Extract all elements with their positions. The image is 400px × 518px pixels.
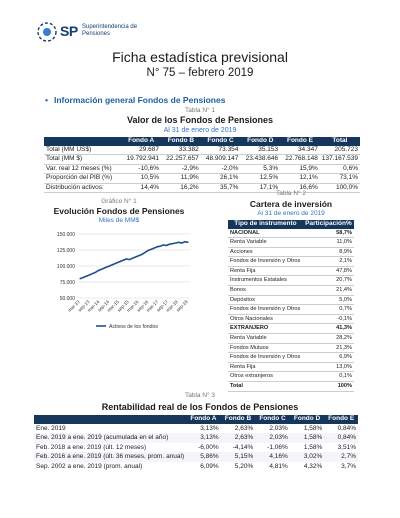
table1-title: Valor de los Fondos de Pensiones	[126, 115, 274, 125]
table1-cell: 205.723	[320, 146, 360, 155]
table2-cell: 13,0%	[303, 362, 354, 372]
table2-cell: Acciones	[228, 247, 303, 257]
table3-row	[34, 443, 358, 453]
table3-cell: 2,63%	[221, 433, 256, 443]
x-tick-label: sep-14	[96, 299, 111, 313]
data-point	[113, 263, 114, 264]
table2-cell: Instrumentos Estatales	[228, 276, 303, 286]
y-tick-label: 125.000	[56, 248, 75, 254]
table1-row	[44, 174, 360, 184]
table2-col-header: Participación%	[303, 220, 354, 229]
table2-cell: Fondos Mutuos	[228, 343, 303, 353]
table1-cell: 0,6%	[320, 164, 360, 174]
table2-row	[228, 305, 354, 315]
table1-cell: Total (MM US$)	[44, 146, 121, 155]
table1-cell: 34.347	[280, 146, 320, 155]
returns-table	[34, 415, 358, 471]
table1-cell: 73.354	[201, 146, 241, 155]
data-point	[98, 270, 99, 271]
table2-row	[228, 229, 354, 238]
table3-cell: -6,00%	[198, 443, 219, 451]
table3-cell: 0,84%	[337, 424, 356, 432]
table3-cell: 2,7%	[324, 452, 358, 462]
table2-cell: Fondos de Inversión y Otros	[228, 257, 303, 267]
data-point	[138, 255, 139, 256]
chart1-title: Evolución Fondos de Pensiones	[53, 206, 185, 216]
chart1-subtitle: Miles de MM$	[98, 217, 140, 224]
data-point	[120, 261, 121, 262]
x-tick-label: sep-18	[175, 299, 189, 313]
table2-row	[228, 247, 354, 257]
table1-cell: 12,5%	[240, 174, 280, 184]
table2-cell: Renta Fija	[228, 266, 303, 276]
series-line	[80, 242, 188, 279]
table2-cell: 100%	[303, 382, 354, 392]
table3-cell: 3,7%	[341, 462, 356, 470]
table3-caption: Tabla N° 3	[184, 392, 216, 399]
section-heading	[45, 95, 225, 105]
table2-cell: 11,0%	[303, 238, 354, 248]
table3-col-header: Fondo D	[290, 415, 325, 424]
table3-col-header: Fondo B	[221, 415, 256, 424]
table1-caption: Tabla N° 1	[184, 107, 216, 114]
table1-cell: 11,9%	[161, 174, 201, 184]
table1-cell: 17,1%	[240, 183, 280, 193]
section-title: Información general Fondos de Pensiones	[53, 95, 226, 105]
table3-cell: 5,15%	[221, 452, 256, 462]
x-tick-label: mar-14	[86, 299, 101, 314]
table1-cell: -2,0%	[201, 164, 241, 174]
table2-title: Cartera de inversión	[249, 199, 333, 209]
table1-cell: 16,6%	[280, 183, 320, 193]
table3-col-header	[34, 415, 186, 424]
table1-cell: Proporción del PIB (%)	[44, 174, 121, 184]
data-point	[82, 277, 83, 278]
table2-cell: Depósitos	[228, 295, 303, 305]
table2-row	[228, 353, 354, 363]
table1-cell: 19.792.941	[121, 155, 161, 165]
table1-cell: 22.768.148	[280, 155, 320, 165]
table2-cell: 41,3%	[303, 324, 354, 334]
table1-cell: Total (MM $)	[44, 155, 121, 165]
logo-subtext: Superintendencia de Pensiones	[82, 24, 138, 37]
data-point	[178, 242, 179, 243]
x-tick-label: mar-16	[125, 299, 140, 314]
table3-cell: 3,13%	[186, 433, 221, 443]
table3-cell: -1,06%	[267, 443, 288, 451]
table1-col-header: Fondo C	[201, 137, 241, 146]
table3-cell: 3,02%	[290, 452, 325, 462]
data-point	[147, 250, 148, 251]
table2-subtitle: Al 31 de enero de 2019	[257, 210, 325, 217]
portfolio-table	[228, 220, 354, 392]
table3-cell: 2,63%	[234, 424, 254, 432]
funds-evolution-chart	[44, 222, 194, 340]
table3-cell: 4,16%	[255, 452, 290, 462]
legend-label: Activos de los fondos	[109, 324, 159, 330]
chart1-caption: Gráfico N° 1	[101, 198, 137, 205]
table2-cell: 21,3%	[303, 343, 354, 353]
table3-row	[34, 462, 358, 472]
table2-cell: Renta Variable	[228, 238, 303, 248]
table1-subtitle: Al 31 de enero de 2019	[163, 127, 237, 134]
table2-row	[228, 343, 354, 353]
data-point	[150, 249, 151, 250]
table1-cell: 23.438.646	[240, 155, 280, 165]
data-point	[166, 245, 167, 246]
table2-cell: 5,0%	[303, 295, 354, 305]
table1-cell: 15,9%	[280, 164, 320, 174]
table2-cell: Fondos de Inversión y Otros	[228, 305, 303, 315]
table2-row	[228, 324, 354, 334]
x-tick-label: sep-17	[155, 299, 170, 313]
table1-cell: 33.382	[161, 146, 201, 155]
table1-cell: 10,5%	[121, 174, 161, 184]
table1-cell: 48.909.147	[201, 155, 241, 165]
table2-cell: 2,1%	[303, 257, 354, 267]
logo	[36, 21, 156, 43]
table2-row	[228, 372, 354, 382]
table2-row	[228, 286, 354, 296]
data-point	[157, 246, 158, 247]
y-tick-label: 50.000	[59, 296, 75, 302]
x-tick-label: sep-15	[116, 299, 130, 313]
data-point	[144, 252, 145, 253]
y-tick-label: 100.000	[56, 264, 75, 270]
table3-row	[34, 424, 358, 434]
table2-header	[228, 220, 354, 229]
table2-cell: 6,9%	[303, 353, 354, 363]
table1-col-header: Fondo E	[280, 137, 320, 146]
table2-cell: Renta Fija	[228, 362, 303, 372]
table2-row	[228, 276, 354, 286]
x-tick-label: mar-15	[106, 299, 120, 314]
table2-cell: 0,1%	[303, 372, 354, 382]
table1-row	[44, 146, 360, 155]
table1-cell: 26,1%	[201, 174, 241, 184]
document-subtitle: N° 75 – febrero 2019	[146, 67, 254, 79]
data-point	[132, 258, 133, 259]
table3-cell: 1,58%	[303, 424, 323, 432]
data-point	[175, 242, 176, 243]
document-title: Ficha estadística previsional	[112, 49, 288, 65]
data-point	[160, 246, 161, 247]
table2-cell: 21,4%	[303, 286, 354, 296]
table2-row	[228, 266, 354, 276]
table1-cell: 22.257.657	[161, 155, 201, 165]
table1-cell: -2,9%	[161, 164, 201, 174]
y-tick-label: 150.000	[56, 232, 75, 238]
table3-cell: Sep. 2002 a ene. 2019 (prom. anual)	[36, 462, 143, 470]
table2-row	[228, 314, 354, 324]
x-tick-label: mar-17	[145, 299, 160, 314]
table2-caption: Tabla N° 2	[275, 190, 307, 197]
table3-header	[34, 415, 358, 424]
table3-cell: Feb. 2016 a ene. 2019 (últ. 36 meses, prom. anual)	[36, 453, 185, 461]
table2-cell: 28,2%	[303, 334, 354, 344]
table1-cell: 29.687	[121, 146, 161, 155]
table2-col-header: Tipo de instrumento	[228, 220, 303, 229]
table1-cell: 35,7%	[201, 183, 241, 193]
data-point	[135, 256, 136, 257]
bullet: •	[45, 95, 48, 105]
table3-cell: 1,58%	[303, 443, 323, 451]
table1-col-header: Total	[320, 137, 360, 146]
table1-cell: -10,6%	[121, 164, 161, 174]
data-point	[104, 267, 105, 268]
data-point	[107, 266, 108, 267]
table3-cell: 0,84%	[324, 433, 358, 443]
data-point	[163, 244, 164, 245]
table2-row	[228, 295, 354, 305]
table2-row	[228, 382, 354, 392]
table3-row	[34, 452, 358, 462]
data-point	[169, 244, 170, 245]
table2-cell: NACIONAL	[228, 229, 303, 238]
table1-col-header	[44, 137, 121, 146]
table1-col-header: Fondo B	[161, 137, 201, 146]
table1-cell: Distribución activos:	[44, 183, 121, 193]
data-point	[187, 242, 188, 243]
data-point	[172, 243, 173, 244]
data-point	[101, 269, 102, 270]
table3-cell: 3,13%	[200, 424, 219, 432]
table3-row	[34, 433, 358, 443]
table2-row	[228, 238, 354, 248]
data-point	[110, 265, 111, 266]
table2-cell: Otros Nacionales	[228, 314, 303, 324]
data-point	[89, 274, 90, 275]
table1-cell: 137.167.539	[320, 155, 360, 165]
table2-cell: Otros extranjeros	[228, 372, 303, 382]
table3-cell: 2,03%	[255, 433, 290, 443]
table2-cell: -0,1%	[303, 314, 354, 324]
table1-cell: 12,1%	[280, 174, 320, 184]
logo-mark-icon	[36, 21, 58, 43]
data-point	[79, 278, 80, 279]
table3-cell: Ene. 2019 a ene. 2019 (acumulada en el año)	[34, 433, 186, 443]
table3-cell: 1,58%	[290, 433, 325, 443]
table1-cell: 5,3%	[240, 164, 280, 174]
table1-col-header: Fondo D	[240, 137, 280, 146]
table1-cell: 14,4%	[121, 183, 161, 193]
logo-text: SP	[60, 23, 78, 39]
table1-cell: 73,1%	[320, 174, 360, 184]
data-point	[184, 241, 185, 242]
table3-col-header: Fondo A	[186, 415, 221, 424]
table2-row	[228, 334, 354, 344]
data-point	[126, 258, 127, 259]
table1-header	[44, 137, 360, 146]
fund-value-table	[44, 137, 360, 193]
table3-cell: -4,14%	[232, 443, 254, 451]
table1-cell: 16,2%	[161, 183, 201, 193]
table1-cell: Var. real 12 meses (%)	[44, 164, 121, 174]
table2-cell: 47,8%	[303, 266, 354, 276]
data-point	[92, 273, 93, 274]
x-tick-label: mar-18	[165, 299, 179, 314]
table3-cell: 4,81%	[269, 462, 288, 470]
table2-row	[228, 257, 354, 267]
table3-cell: 4,32%	[303, 462, 323, 470]
data-point	[129, 259, 130, 260]
data-point	[123, 260, 124, 261]
table2-cell: Fondos de Inversión y Otros	[228, 353, 303, 363]
table2-cell: 8,9%	[303, 247, 354, 257]
table3-cell: 6,09%	[200, 462, 219, 470]
table1-col-header: Fondo A	[121, 137, 161, 146]
table2-cell: 0,7%	[303, 305, 354, 315]
data-point	[153, 247, 154, 248]
table1-cell: 35.153	[240, 146, 280, 155]
table2-cell: 20,7%	[303, 276, 354, 286]
data-point	[141, 254, 142, 255]
data-point	[181, 242, 182, 243]
data-point	[116, 262, 117, 263]
table3-col-header: Fondo E	[324, 415, 358, 424]
data-point	[86, 276, 87, 277]
x-tick-label: sep-13	[77, 299, 91, 313]
table2-row	[228, 362, 354, 372]
table2-cell: Bonos	[228, 286, 303, 296]
table3-cell: Ene. 2019	[36, 424, 66, 432]
x-tick-label: mar-13	[66, 299, 81, 314]
table3-cell: 5,86%	[186, 452, 221, 462]
table2-cell: Total	[228, 382, 303, 392]
table2-cell: EXTRANJERO	[228, 324, 303, 334]
table3-col-header: Fondo C	[255, 415, 290, 424]
table3-cell: 2,03%	[269, 424, 288, 432]
y-tick-label: 75.000	[59, 280, 75, 286]
table3-cell: 3,51%	[337, 443, 356, 451]
table2-cell: 58,7%	[303, 229, 354, 238]
data-point	[95, 272, 96, 273]
table3-cell: 5,20%	[234, 462, 254, 470]
table1-row	[44, 155, 360, 165]
table3-cell: Feb. 2018 a ene. 2019 (últ. 12 meses)	[36, 443, 147, 451]
table2-cell: Renta Variable	[228, 334, 303, 344]
x-tick-label: sep-16	[135, 299, 150, 313]
table3-title: Rentabilidad real de los Fondos de Pensiones	[101, 402, 299, 412]
table1-cell: 100,0%	[320, 183, 360, 193]
table1-row	[44, 164, 360, 174]
